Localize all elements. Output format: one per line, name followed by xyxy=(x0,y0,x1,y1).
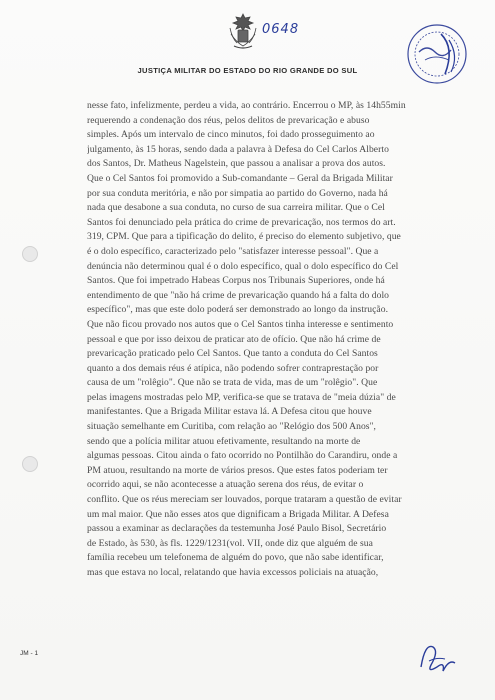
body-line: Santos. Que foi impetrado Habeas Corpus nos Tribunais Superiores, onde há xyxy=(87,275,385,287)
body-line: pessoal e que por isso deixou de praticar ato de ofício. Que não há crime de xyxy=(87,333,381,345)
body-line: mas que estava no local, relatando que havia excessos policiais na atuação, xyxy=(87,567,379,578)
body-line: situação semelhante em Curitiba, com relação ao "Relógio dos 500 Anos", xyxy=(87,421,376,433)
body-line: causa de um "rolêgio". Que não se trata de vida, mas de um "rolêgio". Que xyxy=(87,377,378,389)
signature-icon xyxy=(415,637,461,677)
body-line: manifestantes. Que a Brigada Militar estava lá. A Defesa citou que houve xyxy=(87,406,372,418)
body-line: específico", mas que este dolo poderá ser demonstrado ao longo da instrução. xyxy=(87,304,389,316)
body-line: de Estado, às 530, às fls. 1229/1231(vol. VII, onde diz que alguém de sua xyxy=(87,537,373,549)
body-line: prevaricação praticado pelo Cel Santos. Que tanto a conduta do Cel Santos xyxy=(87,348,378,360)
body-line: entendimento de que "não há crime de prevaricação quando há a falta do dolo xyxy=(87,289,390,301)
document-header xyxy=(0,0,495,86)
body-line: 319, CPM. Que para a tipificação do delito, é preciso do elemento subjetivo, que xyxy=(87,231,401,243)
body-line: sendo que a polícia militar atuou efetivamente, resultando na morte de xyxy=(87,435,361,447)
punch-hole-bottom xyxy=(22,456,38,472)
handwritten-page-number: 0648 xyxy=(262,22,300,37)
body-line: Que o Cel Santos foi promovido a Sub-comandante – Geral da Brigada Militar xyxy=(87,172,393,184)
body-line: família recebeu um telefonema de alguém do povo, que não sabe identificar, xyxy=(87,552,384,564)
body-line: algumas pessoas. Citou ainda o fato ocorrido no Pontilhão do Carandiru, onde a xyxy=(87,450,398,462)
body-line: denúncia não determinou qual é o dolo específico, qual o dolo específico do Cel xyxy=(87,260,399,272)
body-line: Santos foi denunciado pela prática do crime de prevaricação, nos termos do art. xyxy=(87,216,396,228)
body-line: Que não ficou provado nos autos que o Cel Santos tinha interesse e sentimento xyxy=(87,318,394,330)
body-line: quanto a dos demais réus é atípica, não podendo sofrer contraprestação por xyxy=(87,362,379,374)
body-line: julgamento, às 15 horas, sendo dada a palavra à Defesa do Cel Carlos Alberto xyxy=(87,143,389,155)
body-line: é o dolo específico, caracterizado pelo "satisfazer interesse pessoal". Que a xyxy=(87,245,379,257)
court-title: JUSTIÇA MILITAR DO ESTADO DO RIO GRANDE DO SUL xyxy=(137,66,358,75)
body-line: nesse fato, infelizmente, perdeu a vida, ao contrário. Encerrou o MP, às 14h55min xyxy=(87,100,406,111)
body-line: por sua conduta meritória, e não por simpatia ao partido do Governo, nada há xyxy=(87,187,388,199)
body-line: conflito. Que os réus mereciam ser louvados, porque trataram a questão de evitar xyxy=(87,494,402,506)
coat-of-arms-icon xyxy=(228,12,258,50)
form-code: JM - 1 xyxy=(20,650,39,657)
body-line: PM atuou, resultando na morte de vários presos. Que estes fatos poderiam ter xyxy=(87,464,388,476)
punch-hole-top xyxy=(22,246,38,262)
body-line: requerendo a condenação dos réus, pelos delitos de prevaricação e abuso xyxy=(87,114,370,126)
body-line: um mal maior. Que não esses atos que dignificam a Brigada Militar. A Defesa xyxy=(87,508,389,520)
document-body xyxy=(87,99,441,581)
body-line: pelas imagens mostradas pelo MP, verifica-se que se tratava de "meia dúzia" de xyxy=(87,391,396,403)
body-line: dos Santos, Dr. Matheus Nagelstein, que passou a analisar a prova dos autos. xyxy=(87,158,386,170)
official-stamp-icon xyxy=(405,22,469,86)
body-line: nada que desabone a sua conduta, no curso de sua carreira militar. Que o Cel xyxy=(87,202,385,214)
body-line: passou a examinar as declarações da testemunha José Paulo Bisol, Secretário xyxy=(87,523,387,535)
body-line: simples. Após um intervalo de cinco minutos, foi dado prosseguimento ao xyxy=(87,129,375,141)
body-line: ocorrido aqui, se não acontecesse a atuação serena dos réus, de evitar o xyxy=(87,479,364,491)
